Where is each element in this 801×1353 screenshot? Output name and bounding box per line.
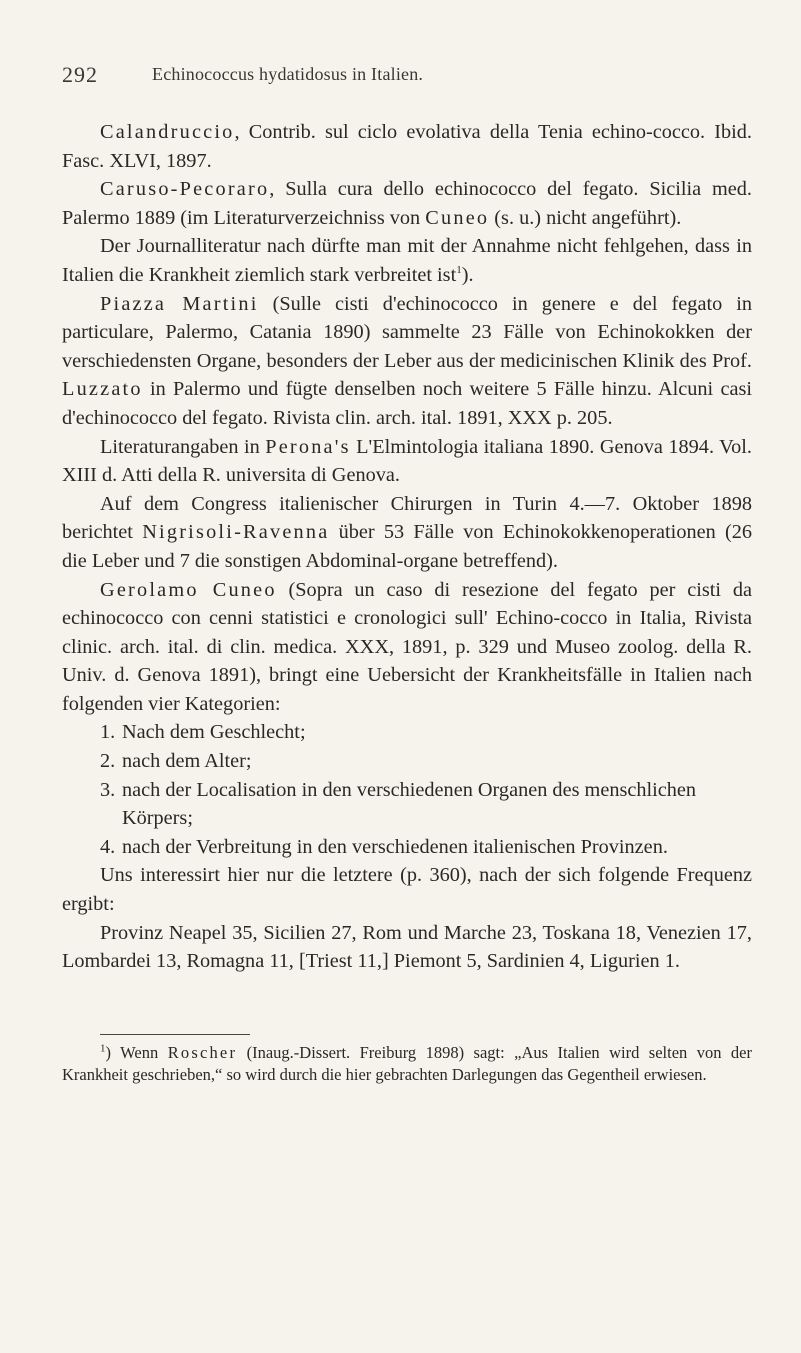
list-item xyxy=(62,776,752,833)
author-name: Calandruccio xyxy=(100,121,235,143)
paragraph-calandruccio xyxy=(62,118,752,175)
paragraph-text: Provinz Neapel 35, Sicilien 27, Rom und Marche 23, Toskana 18, Venezien 17, Lombardei 13, Romagna 11, [Triest 11,] Piemont 5, Sardinien 4, Ligurien 1. xyxy=(62,921,752,973)
footnote-mark: 1 xyxy=(100,1042,106,1055)
author-name: Piazza Martini xyxy=(100,292,259,315)
footnote xyxy=(62,1042,752,1086)
list-text: nach der Localisation in den verschiedenen Organen des menschlichen Körpers; xyxy=(122,778,697,830)
author-name: Nigrisoli-Ravenna xyxy=(142,521,330,544)
list-number: 2. xyxy=(100,750,116,773)
paragraph-text: über 53 Fälle von Echinokokkenoperationen (26 die Leber und 7 die sonstigen Abdominal-organe betreffend). xyxy=(62,521,753,572)
paragraph-journal xyxy=(62,232,752,289)
paragraph-text: (Sulle cisti d'echinococco in genere e del fegato in particulare, Palermo, Catania 1890) sammelte 23 Fälle von Echinokokken der verschiedensten Organe, besonders der Leber aus der medicinischen Klinik des Prof. xyxy=(62,292,752,372)
paragraph-perona xyxy=(62,433,752,490)
list-text: nach der Verbreitung in den verschiedenen italienischen Provinzen. xyxy=(122,835,668,858)
author-name: Roscher xyxy=(167,1043,238,1062)
footnote-reference[interactable]: 1 xyxy=(456,264,462,277)
paragraph-text: in Palermo und fügte denselben noch weitere 5 Fälle hinzu. Alcuni casi d'echinococco del fegato. Rivista clin. arch. ital. 1891, XXX p. 205. xyxy=(62,378,752,429)
category-list xyxy=(62,718,752,861)
paragraph-frequency-intro xyxy=(62,861,752,918)
paragraph-text: , Contrib. sul ciclo evolativa della Tenia echino-cocco. Ibid. Fasc. XLVI, 1897. xyxy=(62,121,752,172)
paragraph-text: , Sulla cura dello echinococco del fegato. Sicilia med. Palermo 1889 (im Literaturverzeichniss von xyxy=(62,178,752,229)
author-name: Gerolamo Cuneo xyxy=(100,578,277,601)
list-number: 4. xyxy=(100,835,116,858)
paragraph-text: L'Elmintologia italiana 1890. Genova 1894. Vol. XIII d. Atti della R. universita di Genova. xyxy=(62,435,752,487)
list-item xyxy=(62,718,752,747)
author-name: Luzzato xyxy=(62,378,143,401)
body-text xyxy=(62,118,752,976)
list-number: 3. xyxy=(100,778,116,801)
paragraph-text: (Sopra un caso di resezione del fegato per cisti da echinococco con cenni statistici e cronologici sull' Echino-cocco in Italia, Rivista clinic. arch. ital. di clin. medica. XXX, 1891, p. 329 und Museo zoolog. della R. Univ. d. Genova 1891), bringt eine Uebersicht der Krankheitsfälle in Italien nach folgenden vier Kategorien: xyxy=(62,578,752,715)
paragraph-congress xyxy=(62,490,752,576)
author-name: Cuneo xyxy=(425,206,490,229)
list-number: 1. xyxy=(100,721,116,744)
author-name: Caruso-Pecoraro xyxy=(100,178,270,201)
paragraph-text: Uns interessirt hier nur die letztere (p. 360), nach der sich folgende Frequenz ergibt: xyxy=(62,864,752,916)
paragraph-frequency-list xyxy=(62,919,752,976)
list-item xyxy=(62,747,752,776)
paragraph-caruso xyxy=(62,175,752,232)
paragraph-cuneo xyxy=(62,576,752,719)
list-text: Nach dem Geschlecht; xyxy=(122,721,306,744)
footnote-text: ) Wenn xyxy=(105,1043,168,1062)
footnote-divider xyxy=(100,1034,250,1035)
paragraph-piazza xyxy=(62,290,752,433)
paragraph-text: ). xyxy=(461,263,474,286)
paragraph-text: (s. u.) nicht angeführt). xyxy=(489,206,682,229)
author-name: Perona's xyxy=(265,435,351,458)
paragraph-text: Auf dem Congress italienischer Chirurgen in Turin 4.—7. Oktober 1898 berichtet xyxy=(62,492,752,544)
list-item xyxy=(62,833,752,862)
running-title: Echinococcus hydatidosus in Italien. xyxy=(152,64,424,84)
paragraph-text: Der Journalliteratur nach dürfte man mit der Annahme nicht fehlgehen, dass in Italien die Krankheit ziemlich stark verbreitet ist xyxy=(62,235,752,286)
list-text: nach dem Alter; xyxy=(122,750,252,773)
footnote-text: (Inaug.-Dissert. Freiburg 1898) sagt: „Aus Italien wird selten von der Krankheit geschrieben,“ so wird durch die hier gebrachten Darlegungen das Gegentheil erwiesen. xyxy=(62,1043,753,1084)
paragraph-text: Literaturangaben in xyxy=(100,435,266,458)
page-number: 292 xyxy=(62,62,98,87)
